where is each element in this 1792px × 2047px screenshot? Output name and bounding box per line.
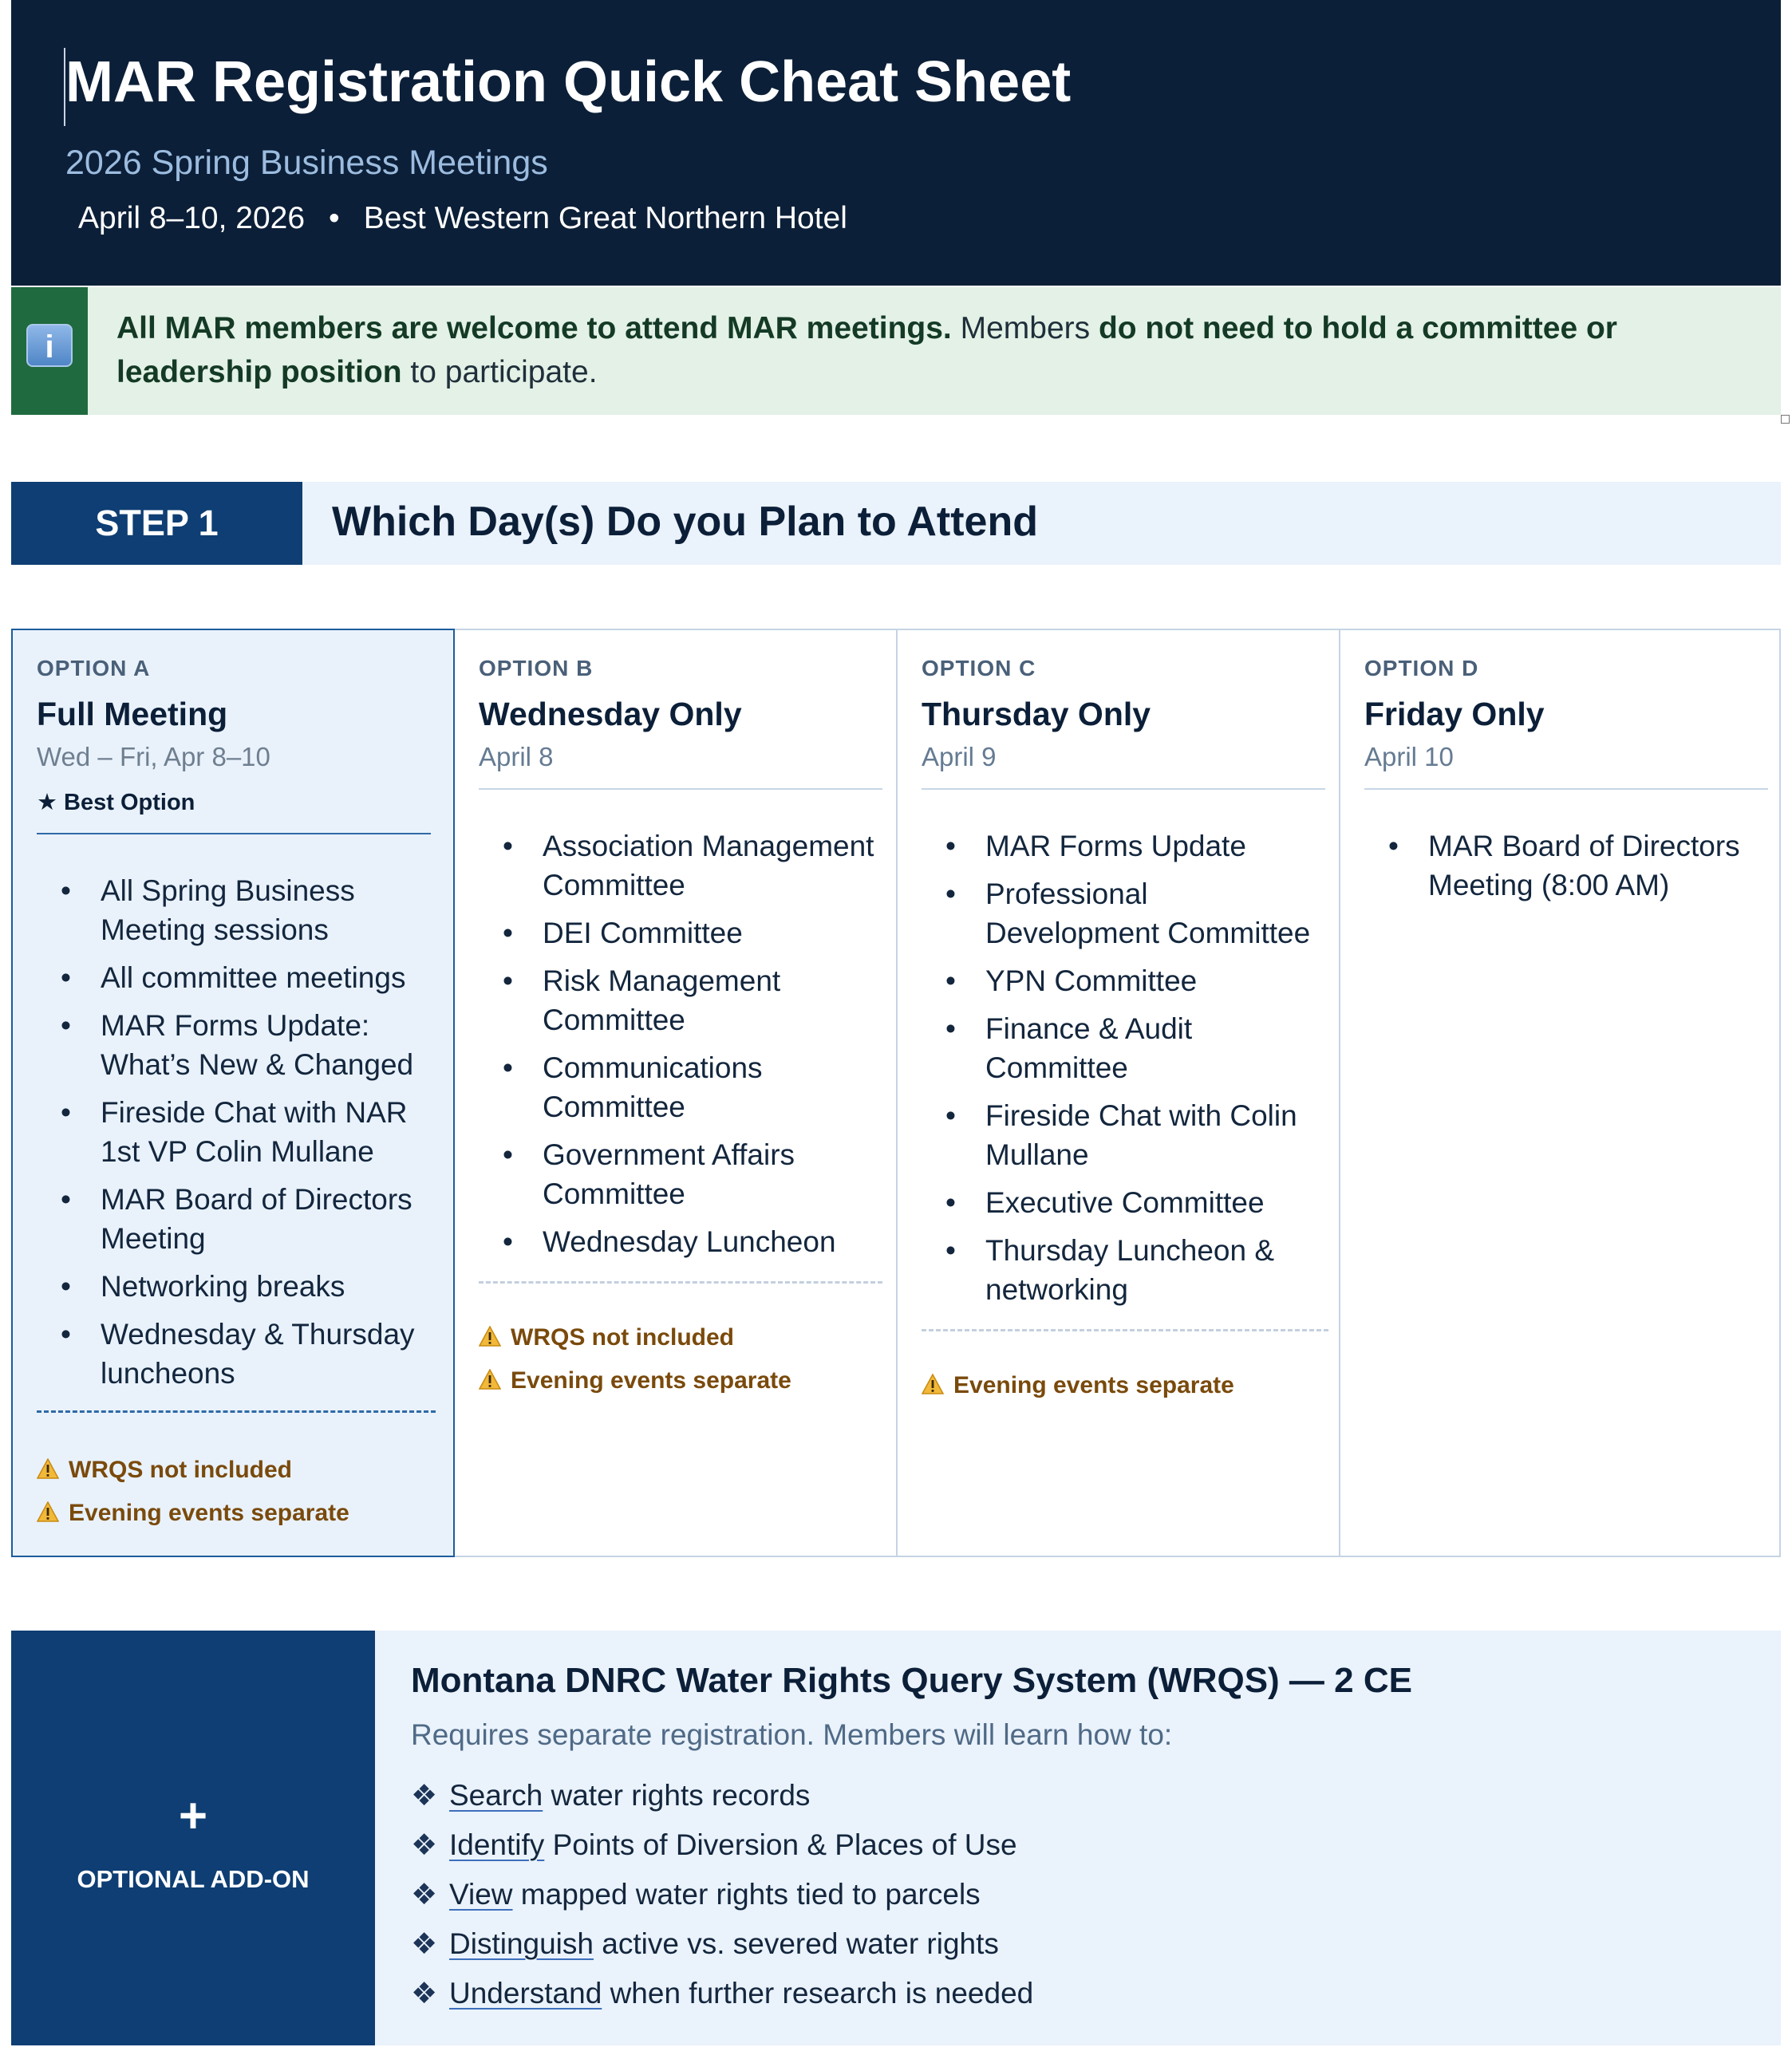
list-item [411, 1820, 1033, 1870]
divider [37, 833, 431, 834]
header-banner [11, 0, 1781, 286]
option-items [922, 826, 1328, 1318]
notice-bold-1: All MAR members are welcome to attend MAR meetings. [116, 311, 952, 345]
item-text: active vs. severed water rights [593, 1927, 999, 1960]
page-subtitle: 2026 Spring Business Meetings [65, 144, 548, 182]
option-items [479, 826, 886, 1270]
list-item: • Professional Development Committee [922, 874, 1328, 953]
best-option-badge: ★ Best Option [37, 790, 195, 815]
list-item: • All committee meetings [37, 958, 436, 997]
list-item: • MAR Forms Update: What’s New & Changed [37, 1006, 436, 1084]
warning-icon [479, 1369, 501, 1390]
diamond-bullet-icon: ❖ [411, 1878, 438, 1911]
item-verb: Search [449, 1779, 543, 1812]
warning-icon [479, 1326, 501, 1347]
list-item: • MAR Forms Update [922, 826, 1328, 866]
plus-icon: + [178, 1789, 208, 1844]
option-label: OPTION A [37, 656, 151, 680]
item-text: when further research is needed [602, 1977, 1034, 2010]
option-items [1364, 826, 1763, 913]
warning-text: Evening events separate [511, 1367, 791, 1394]
diamond-bullet-icon: ❖ [411, 1779, 438, 1812]
option-items [37, 871, 436, 1402]
info-icon: i [26, 324, 73, 367]
warning-text: Evening events separate [953, 1372, 1234, 1398]
option-title: Thursday Only [922, 696, 1151, 732]
option-date: Wed – Fri, Apr 8–10 [37, 742, 270, 771]
item-text: mapped water rights tied to parcels [512, 1878, 981, 1911]
option-title: Full Meeting [37, 696, 228, 732]
option-d-card [1340, 629, 1781, 1557]
list-item: • Wednesday & Thursday luncheons [37, 1315, 436, 1393]
list-item [411, 1870, 1033, 1919]
item-text: Points of Diversion & Places of Use [544, 1828, 1017, 1861]
list-item: • Wednesday Luncheon [479, 1222, 886, 1261]
divider [479, 788, 882, 790]
addon-subtitle: Requires separate registration. Members will learn how to: [411, 1718, 1173, 1751]
item-verb: View [449, 1878, 513, 1911]
diamond-bullet-icon: ❖ [411, 1927, 438, 1960]
resize-handle[interactable] [1781, 415, 1790, 424]
warning-note [37, 1457, 292, 1484]
diamond-bullet-icon: ❖ [411, 1828, 438, 1861]
diamond-bullet-icon: ❖ [411, 1977, 438, 2010]
step-1-badge: STEP 1 [11, 482, 302, 565]
warning-text: WRQS not included [511, 1324, 734, 1351]
notice-text [116, 306, 1744, 394]
list-item [411, 1919, 1033, 1969]
list-item: • YPN Committee [922, 961, 1328, 1000]
option-b-card [455, 629, 898, 1557]
option-title: Wednesday Only [479, 696, 742, 732]
list-item: • MAR Board of Directors Meeting [37, 1180, 436, 1258]
addon-title: Montana DNRC Water Rights Query System (WRQS) — 2 CE [411, 1661, 1412, 1700]
warning-note [922, 1372, 1234, 1399]
list-item: • Fireside Chat with Colin Mullane [922, 1096, 1328, 1174]
page-title: MAR Registration Quick Cheat Sheet [65, 50, 1072, 114]
divider [922, 1329, 1328, 1331]
warning-note [37, 1500, 349, 1527]
warning-text: Evening events separate [69, 1500, 349, 1526]
divider [922, 788, 1325, 790]
warning-note [479, 1367, 791, 1394]
list-item: • Networking breaks [37, 1267, 436, 1306]
option-label: OPTION D [1364, 656, 1479, 680]
option-date: April 9 [922, 742, 997, 771]
list-item: • Fireside Chat with NAR 1st VP Colin Mullane [37, 1093, 436, 1171]
list-item: • Thursday Luncheon & networking [922, 1231, 1328, 1309]
divider [479, 1281, 882, 1284]
event-dateline [78, 201, 847, 236]
option-label: OPTION B [479, 656, 594, 680]
step-1-title: Which Day(s) Do you Plan to Attend [332, 499, 1038, 545]
option-a-card [11, 629, 455, 1557]
dateline-separator: • [329, 201, 340, 235]
list-item [411, 1969, 1033, 2018]
option-title: Friday Only [1364, 696, 1545, 732]
event-dates: April 8–10, 2026 [78, 201, 306, 235]
warning-note [479, 1324, 734, 1351]
warning-icon [37, 1501, 59, 1522]
addon-learning-list [411, 1771, 1033, 2018]
list-item: • Association Management Committee [479, 826, 886, 905]
notice-text-2: Members [951, 311, 1099, 345]
item-verb: Understand [449, 1977, 602, 2010]
option-c-card [898, 629, 1340, 1557]
list-item: • Executive Committee [922, 1183, 1328, 1222]
list-item: • Finance & Audit Committee [922, 1009, 1328, 1087]
list-item: • DEI Committee [479, 913, 886, 953]
item-text: water rights records [543, 1779, 811, 1812]
divider [37, 1410, 436, 1413]
notice-bold-2: do not need to hold a committee or leadership position [116, 311, 1617, 389]
list-item: • MAR Board of Directors Meeting (8:00 AM) [1364, 826, 1763, 905]
divider [1364, 788, 1768, 790]
notice-text-3: to participate. [401, 355, 598, 389]
item-verb: Distinguish [449, 1927, 594, 1960]
warning-text: WRQS not included [69, 1457, 292, 1483]
list-item [411, 1771, 1033, 1820]
option-date: April 10 [1364, 742, 1454, 771]
option-date: April 8 [479, 742, 554, 771]
list-item: • Risk Management Committee [479, 961, 886, 1039]
warning-icon [37, 1458, 59, 1479]
option-label: OPTION C [922, 656, 1036, 680]
list-item: • All Spring Business Meeting sessions [37, 871, 436, 949]
item-verb: Identify [449, 1828, 545, 1861]
event-venue: Best Western Great Northern Hotel [363, 201, 847, 235]
list-item: • Government Affairs Committee [479, 1135, 886, 1213]
addon-label: OPTIONAL ADD-ON [77, 1865, 310, 1893]
warning-icon [922, 1374, 944, 1394]
list-item: • Communications Committee [479, 1048, 886, 1126]
